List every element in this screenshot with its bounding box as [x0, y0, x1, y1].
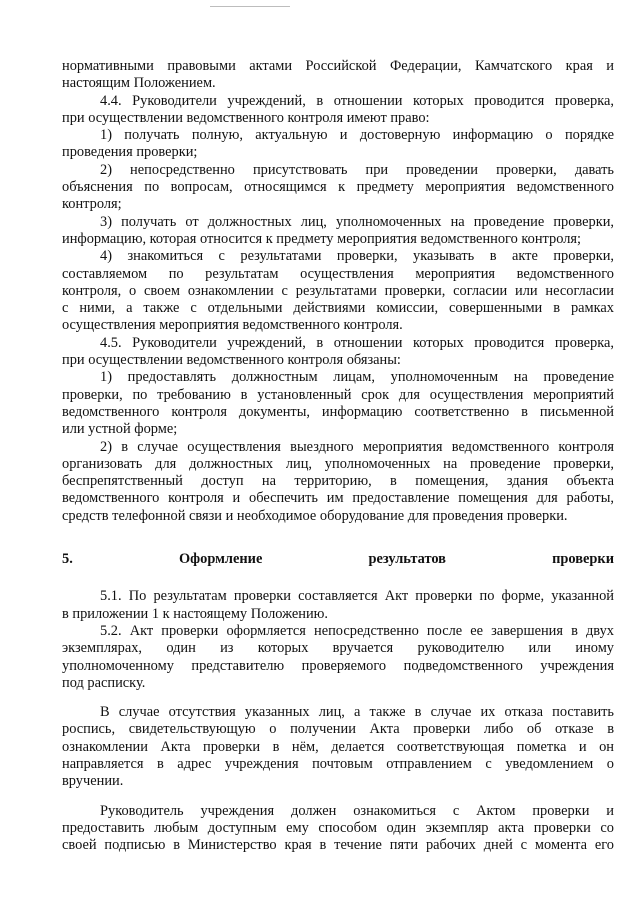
paragraph-line: Руководитель учреждения должен ознакомиться с Актом проверки и	[100, 802, 614, 819]
paragraph-line: 1) получать полную, актуальную и достоверную информацию о порядке	[100, 127, 614, 144]
paragraph-line: при осуществлении ведомственного контроля обязаны:	[62, 352, 401, 369]
paragraph-line: 2) непосредственно присутствовать при проведении проверки, давать	[100, 161, 614, 178]
paragraph-line: 5.1. По результатам проверки составляется Акт проверки по форме, указанной	[100, 588, 614, 605]
paragraph-line: 2) в случае осуществления выездного мероприятия ведомственного контроля	[100, 438, 614, 455]
paragraph-line: вручении.	[62, 773, 124, 790]
paragraph-line: нормативными правовыми актами Российской Федерации, Камчатского края и	[62, 58, 614, 74]
paragraph-line: В случае отсутствия указанных лиц, а также в случае их отказа поставить	[100, 704, 614, 721]
paragraphs-after-heading	[62, 588, 614, 854]
paragraph-line: контроля, о своем ознакомлении с результатами проверки, согласии или несогласии	[62, 282, 614, 299]
paragraph-line: 4.5. Руководители учреждений, в отношении которых проводится проверка,	[100, 334, 614, 351]
paragraph-line: проведения проверки;	[62, 144, 198, 161]
paragraph-line: организовать для должностных лиц, уполномоченных на проведение проверки,	[62, 455, 614, 472]
paragraph-line: беспрепятственный доступ на территорию, в помещения, здания объекта	[62, 473, 614, 490]
paragraph-line: с ними, а также с отдельными действиями комиссии, совершенными в рамках	[62, 300, 614, 317]
paragraph-line: информацию, которая относится к предмету мероприятия ведомственного контроля;	[62, 230, 581, 247]
paragraph-line: при осуществлении ведомственного контроля имеют право:	[62, 109, 430, 126]
paragraph-line: объяснения по вопросам, относящимся к предмету мероприятия ведомственного	[62, 179, 614, 196]
paragraph-line: ведомственного контроля и обеспечить им предоставление помещения для работы,	[62, 490, 614, 507]
paragraph-line: своей подписью в Министерство края в течение пяти рабочих дней с момента его	[62, 837, 614, 854]
paragraph-line: уполномоченному представителю проверяемого подведомственного учреждения	[62, 657, 614, 674]
top-rule	[210, 6, 290, 7]
paragraph-line: под расписку.	[62, 674, 146, 691]
document-page	[62, 58, 614, 854]
section-heading: 5. Оформление результатов проверки	[62, 551, 614, 568]
paragraph-line: экземплярах, один из которых вручается руководителю или иному	[62, 640, 614, 657]
paragraph-line: 4.4. Руководители учреждений, в отношении которых проводится проверка,	[100, 92, 614, 109]
paragraph-line: контроля;	[62, 196, 122, 213]
paragraph-line: средств телефонной связи и необходимое оборудование для проведения проверки.	[62, 507, 568, 524]
paragraph-line: проверки, по требованию в установленный срок для осуществления мероприятий	[62, 386, 614, 403]
paragraphs-before-heading	[62, 58, 614, 525]
paragraph-line: в приложении 1 к настоящему Положению.	[62, 605, 329, 622]
paragraph-line: ведомственного контроля документы, информацию соответственно в письменной	[62, 403, 614, 420]
paragraph-line: или устной форме;	[62, 421, 178, 438]
paragraph-line: составляемом по результатам осуществления мероприятия ведомственного	[62, 265, 614, 282]
paragraph-line: предоставить любым доступным ему способом один экземпляр акта проверки со	[62, 819, 614, 836]
paragraph-line: 3) получать от должностных лиц, уполномоченных на проведение проверки,	[100, 213, 614, 230]
paragraph-line: настоящим Положением.	[62, 75, 216, 92]
paragraph-line: 5.2. Акт проверки оформляется непосредственно после ее завершения в двух	[100, 622, 614, 639]
paragraph-line: роспись, свидетельствующую о получении Акта проверки либо об отказе в	[62, 721, 614, 738]
paragraph-line: ознакомлении Акта проверки в нём, делается соответствующая пометка и он	[62, 738, 614, 755]
paragraph-line: 4) знакомиться с результатами проверки, указывать в акте проверки,	[100, 248, 614, 265]
paragraph-line: направляется в адрес учреждения почтовым отправлением с уведомлением о	[62, 755, 614, 772]
paragraph-line: осуществления мероприятия ведомственного контроля.	[62, 317, 403, 334]
paragraph-line: 1) предоставлять должностным лицам, уполномоченным на проведение	[100, 369, 614, 386]
